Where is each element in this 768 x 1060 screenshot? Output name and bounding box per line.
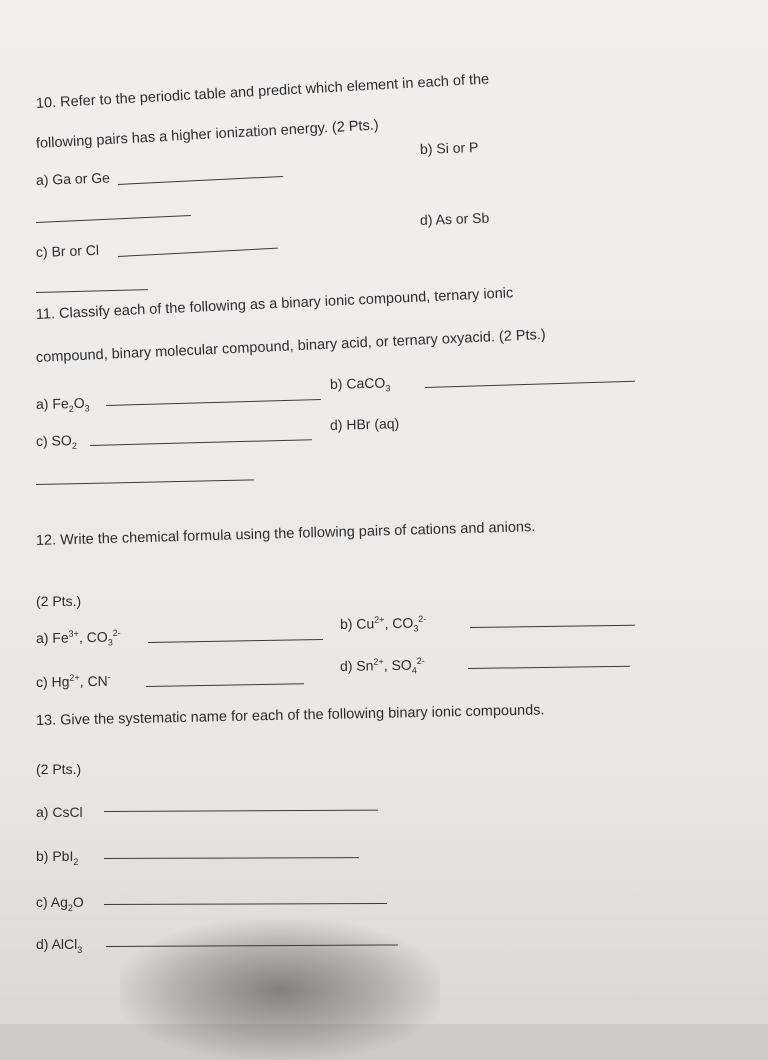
q13-option-c: c) $Ag_2O$ bbox=[36, 894, 84, 913]
q10-answer-line-c[interactable] bbox=[118, 248, 278, 257]
q10-answer-line-b[interactable] bbox=[36, 215, 191, 223]
q10-line1: 10. Refer to the periodic table and predict which element in each of the bbox=[35, 71, 490, 112]
q11-option-b: b) CaCO$_3$ bbox=[329, 374, 391, 394]
camera-shadow bbox=[120, 920, 440, 1060]
q10-answer-line-a[interactable] bbox=[118, 176, 283, 185]
q12-answer-line-a[interactable] bbox=[148, 639, 323, 643]
q12-points: (2 Pts.) bbox=[36, 593, 82, 609]
q11-option-c: c) $SO_2$ bbox=[35, 432, 78, 451]
q13-points: (2 Pts.) bbox=[36, 761, 82, 777]
q11-answer-line-d[interactable] bbox=[36, 479, 254, 485]
q12-answer-line-d[interactable] bbox=[468, 666, 630, 669]
q10-line2: following pairs has a higher ionization energy. (2 Pts.) bbox=[35, 117, 380, 152]
q13-answer-line-b[interactable] bbox=[104, 857, 359, 859]
q11-line1: 11. Classify each of the following as a binary ionic compound, ternary ionic bbox=[35, 285, 514, 323]
q13-option-d: d) AlCl$_3$ bbox=[36, 936, 83, 955]
q12-line1: 12. Write the chemical formula using the following pairs of cations and anions. bbox=[35, 519, 536, 549]
q11-answer-line-b[interactable] bbox=[425, 381, 635, 388]
q13-answer-line-c[interactable] bbox=[104, 903, 387, 905]
q13-option-a: a) CsCl bbox=[36, 804, 83, 820]
q12-option-b: b) $Cu^{2+}$, $CO_3^{2-}$ bbox=[339, 613, 427, 634]
q12-option-a: a) $Fe^{3+}$, $CO_3^{2-}$ bbox=[35, 627, 121, 648]
q13-line1: 13. Give the systematic name for each of the following binary ionic compounds. bbox=[35, 702, 545, 729]
q11-line2: compound, binary molecular compound, binary acid, or ternary oxyacid. (2 Pts.) bbox=[35, 326, 546, 366]
q13-answer-line-a[interactable] bbox=[104, 810, 378, 812]
q11-answer-line-c[interactable] bbox=[90, 439, 312, 446]
q12-option-d: d) $Sn^{2+}$, $SO_4^{2-}$ bbox=[339, 655, 425, 676]
q10-option-a: a) Ga or Ge bbox=[35, 169, 111, 188]
q12-answer-line-b[interactable] bbox=[470, 625, 635, 628]
q11-option-d: d) HBr (aq) bbox=[329, 415, 400, 433]
q10-option-c: c) Br or Cl bbox=[35, 241, 100, 260]
q12-option-c: c) $Hg^{2+}$, CN- bbox=[35, 672, 111, 690]
q13-option-b: b) PbI$_2$ bbox=[36, 848, 79, 867]
q10-option-b: b) Si or P bbox=[419, 138, 479, 157]
q10-option-d: d) As or Sb bbox=[419, 209, 490, 228]
q11-answer-line-a[interactable] bbox=[106, 399, 321, 406]
q12-answer-line-c[interactable] bbox=[146, 683, 304, 687]
q10-answer-line-d[interactable] bbox=[36, 289, 148, 293]
q13-answer-line-d[interactable] bbox=[106, 944, 398, 947]
q11-option-a: a) $Fe_2O_3$ bbox=[35, 394, 90, 414]
